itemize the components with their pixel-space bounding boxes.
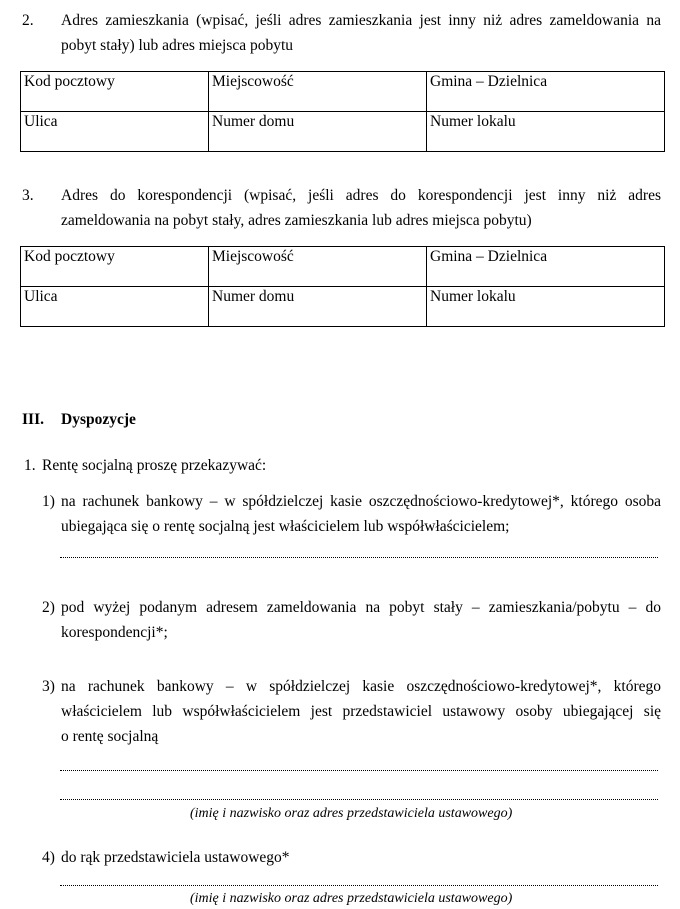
municipality-district-field[interactable]: Gmina – Dzielnica [427,247,665,287]
option-3-fill-line-2[interactable] [60,799,658,800]
apartment-number-field[interactable]: Numer lokalu [427,112,665,152]
table-row [21,72,665,112]
option-4-label: 4) [42,849,55,866]
municipality-district-field[interactable]: Gmina – Dzielnica [427,72,665,112]
street-field[interactable]: Ulica [21,287,209,327]
option-1-fill-line[interactable] [60,557,658,558]
option-3-line-1: na rachunek bankowy – w spółdzielczej kasie oszczędnościowo-kredytowej*, którego [61,678,661,695]
option-1-label: 1) [42,493,55,510]
option-3-fill-line-1[interactable] [60,770,658,771]
point-1-text: Rentę socjalną proszę przekazywać: [42,457,267,474]
city-field[interactable]: Miejscowość [209,247,427,287]
apartment-number-field[interactable]: Numer lokalu [427,287,665,327]
section-3-line-1: Adres do korespondencji (wpisać, jeśli adres do korespondencji jest inny niż adres [61,187,661,204]
option-2-line-1: pod wyżej podanym adresem zameldowania na pobyt stały – zamieszkania/pobytu – do [61,599,661,616]
correspondence-address-table [20,246,665,327]
table-row [21,112,665,152]
city-field[interactable]: Miejscowość [209,72,427,112]
postal-code-field[interactable]: Kod pocztowy [21,72,209,112]
section-heading-number: III. [22,411,44,428]
option-2-text [61,595,661,645]
option-3-label: 3) [42,678,55,695]
option-3-caption: (imię i nazwisko oraz adres przedstawiciela ustawowego) [190,806,513,821]
option-3-line-2: właścicielem lub współwłaścicielem jest przedstawiciel ustawowy osoby ubiegającej się [61,703,661,720]
residence-address-table [20,71,665,152]
section-3-number: 3. [22,187,34,204]
option-2-line-2: korespondencji*; [61,624,168,641]
option-4-text: do rąk przedstawiciela ustawowego* [61,849,290,866]
option-4-fill-line[interactable] [60,885,658,886]
option-1-line-1: na rachunek bankowy – w spółdzielczej kasie oszczędnościowo-kredytowej*, którego osoba [61,493,661,510]
point-1-label: 1. [24,457,36,474]
section-2-number: 2. [22,12,34,29]
section-2-line-2: pobyt stały) lub adres miejsca pobytu [61,37,294,54]
section-heading-title: Dyspozycje [61,411,136,428]
option-1-text [61,489,661,539]
option-3-text [61,674,661,749]
section-2-description [61,8,661,58]
table-row [21,287,665,327]
option-1-line-2: ubiegająca się o rentę socjalną jest właścicielem lub współwłaścicielem; [61,518,510,535]
section-3-description [61,183,661,233]
house-number-field[interactable]: Numer domu [209,112,427,152]
street-field[interactable]: Ulica [21,112,209,152]
postal-code-field[interactable]: Kod pocztowy [21,247,209,287]
section-2-line-1: Adres zamieszkania (wpisać, jeśli adres zamieszkania jest inny niż adres zameldowania na [61,12,661,29]
section-3-line-2: zameldowania na pobyt stały, adres zamieszkania lub adres miejsca pobytu) [61,212,532,229]
option-2-label: 2) [42,599,55,616]
option-4-caption: (imię i nazwisko oraz adres przedstawiciela ustawowego) [190,891,513,906]
table-row [21,247,665,287]
house-number-field[interactable]: Numer domu [209,287,427,327]
option-3-line-3: o rentę socjalną [61,728,159,745]
